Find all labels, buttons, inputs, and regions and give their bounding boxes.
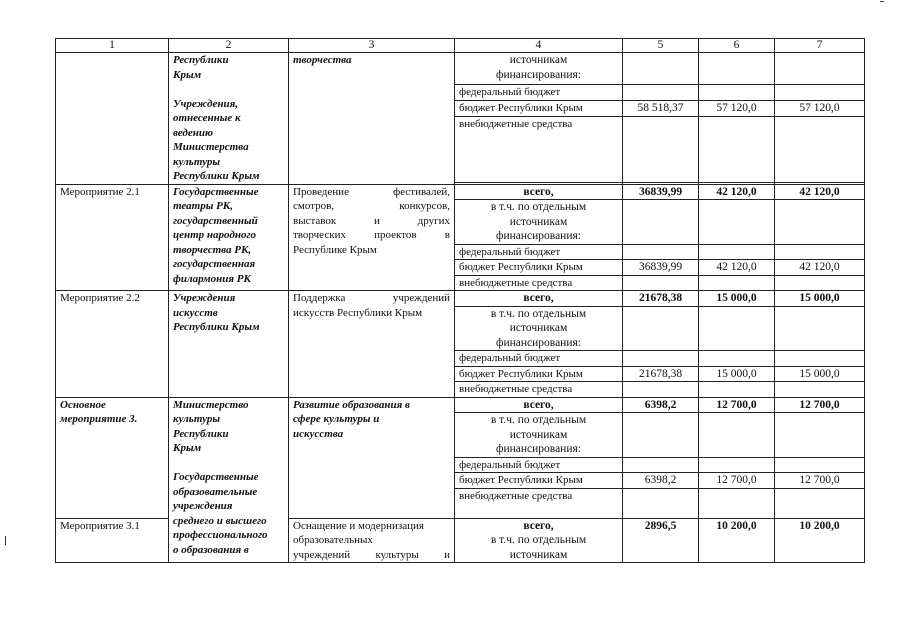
m22-name: Мероприятие 2.2: [56, 291, 169, 398]
text-line: центр народного: [173, 229, 256, 241]
blank-line: [173, 456, 284, 471]
m22-measure: [289, 291, 455, 398]
text-line: государственный: [173, 214, 258, 227]
text-line: Республики: [173, 427, 229, 440]
m31-name: Мероприятие 3.1: [56, 518, 169, 563]
text-line: творчества РК,: [173, 243, 252, 256]
value-cell: 42 120,0: [699, 260, 775, 276]
text-line: профессионального: [173, 529, 268, 541]
text-line: образовательные: [173, 485, 258, 498]
text-line: Оснащение и модернизация: [293, 519, 424, 532]
value-cell: [623, 84, 699, 100]
fin-source-cont: [455, 53, 623, 85]
header-col-5: 5: [623, 39, 699, 53]
value-cell: [699, 84, 775, 100]
value-cell: 42 120,0: [775, 184, 865, 200]
text-line: государственная: [173, 258, 256, 270]
table-row: [56, 53, 865, 85]
fin-total: всего,: [455, 397, 623, 413]
value-cell: 6398,2: [623, 473, 699, 489]
m22-executor: [169, 291, 289, 398]
text-line: в т.ч. по отдельным: [490, 307, 587, 320]
value-cell: 6398,2: [623, 397, 699, 413]
fin-republic: бюджет Республики Крым: [455, 100, 623, 116]
m21-name: Мероприятие 2.1: [56, 184, 169, 291]
value-cell: [623, 306, 699, 351]
value-cell: [699, 53, 775, 85]
fin-total-incl: [455, 518, 623, 563]
value-cell: [775, 200, 865, 245]
text-line: творческих проектов в: [293, 229, 450, 241]
value-cell: 15 000,0: [775, 291, 865, 307]
text-line: финансирования:: [496, 443, 581, 455]
value-cell: 21678,38: [623, 366, 699, 382]
fin-total: всего,: [455, 291, 623, 307]
header-col-3: 3: [289, 39, 455, 53]
text-line: Государственные: [173, 471, 259, 483]
value-cell: 12 700,0: [775, 397, 865, 413]
fin-federal: федеральный бюджет: [455, 457, 623, 473]
value-cell: 36839,99: [623, 260, 699, 276]
value-cell: [699, 351, 775, 367]
fin-republic: бюджет Республики Крым: [455, 366, 623, 382]
text-line: Министерство: [173, 398, 249, 411]
budget-table: [55, 38, 865, 563]
text-line: учреждений культуры и: [293, 548, 450, 561]
value-cell: 42 120,0: [699, 184, 775, 200]
value-cell: [699, 457, 775, 473]
value-cell: [699, 275, 775, 291]
value-cell: [623, 351, 699, 367]
cont-measure: [289, 53, 455, 185]
text-line: Проведение фестивалей,: [293, 185, 450, 198]
fin-federal: федеральный бюджет: [455, 351, 623, 367]
value-cell: [699, 382, 775, 398]
value-cell: [775, 117, 865, 183]
value-cell: 21678,38: [623, 291, 699, 307]
text-line: смотров, конкурсов,: [293, 200, 450, 212]
text-line: Крым: [173, 442, 202, 454]
text-line: выставок и других: [293, 214, 450, 227]
header-row: [56, 39, 865, 53]
value-cell: [775, 244, 865, 260]
text-line: творчества: [293, 54, 352, 66]
om3-executor: [169, 397, 289, 563]
value-cell: 15 000,0: [775, 366, 865, 382]
cont-executor: [169, 53, 289, 185]
text-line: Основное: [60, 398, 106, 411]
text-line: культуры: [173, 155, 220, 168]
value-cell: [699, 117, 775, 183]
value-cell: [623, 457, 699, 473]
table-row: [56, 291, 865, 307]
header-col-7: 7: [775, 39, 865, 53]
value-cell: [623, 413, 699, 458]
text-line: источникам: [509, 548, 568, 561]
header-col-4: 4: [455, 39, 623, 53]
text-line: образовательных: [293, 534, 373, 546]
value-cell: 36839,99: [623, 184, 699, 200]
table-row: [56, 184, 865, 200]
value-cell: [699, 488, 775, 518]
fin-offbudget: внебюджетные средства: [455, 488, 623, 518]
text-line: ведению: [173, 126, 213, 139]
text-line: Республики Крым: [173, 170, 260, 182]
m21-executor: [169, 184, 289, 291]
text-line: в т.ч. по отдельным: [490, 201, 587, 213]
text-line: учреждения: [173, 500, 233, 512]
text-line: финансирования:: [496, 336, 581, 349]
text-line: культуры: [173, 413, 220, 425]
fin-republic: бюджет Республики Крым: [455, 260, 623, 276]
m31-measure: [289, 518, 455, 563]
value-cell: [623, 382, 699, 398]
value-cell: [775, 413, 865, 458]
text-line: отнесенные к: [173, 112, 241, 124]
value-cell: [775, 275, 865, 291]
header-col-1: 1: [56, 39, 169, 53]
text-line: искусства: [293, 427, 344, 440]
fin-total: всего,: [455, 184, 623, 200]
text-line: Республики Крым: [173, 321, 260, 333]
value-cell: 58 518,37: [623, 100, 699, 116]
m21-measure: [289, 184, 455, 291]
text-line: Крым: [173, 68, 202, 81]
text-line: Республике Крым: [293, 243, 377, 256]
value-cell: [775, 306, 865, 351]
value-cell: [623, 488, 699, 518]
value-cell: [699, 244, 775, 260]
value-cell: [623, 275, 699, 291]
text-line: финансирования:: [496, 68, 581, 81]
cont-col1: [56, 53, 169, 185]
text-line: искусств: [173, 306, 218, 319]
om3-name: [56, 397, 169, 518]
value-cell: [623, 200, 699, 245]
value-cell: [775, 351, 865, 367]
om3-measure: [289, 397, 455, 518]
value-cell: [699, 413, 775, 458]
value-cell: 2896,5: [623, 518, 699, 563]
value-cell: 15 000,0: [699, 366, 775, 382]
value-cell: 10 200,0: [775, 518, 865, 563]
text-line: о образования в: [173, 543, 249, 556]
text-line: в т.ч. по отдельным: [490, 534, 587, 546]
fin-incl: [455, 200, 623, 245]
fin-federal: федеральный бюджет: [455, 84, 623, 100]
value-cell: [775, 382, 865, 398]
value-cell: 42 120,0: [775, 260, 865, 276]
text-line: источникам: [509, 428, 568, 441]
text-line: среднего и высшего: [173, 514, 267, 527]
value-cell: [699, 306, 775, 351]
text-line: источникам: [509, 54, 568, 66]
fin-incl: [455, 413, 623, 458]
text-line: Развитие образования в: [293, 398, 410, 411]
value-cell: [623, 117, 699, 183]
value-cell: 12 700,0: [775, 473, 865, 489]
value-cell: 12 700,0: [699, 473, 775, 489]
text-line: филармония РК: [173, 272, 251, 285]
text-line: театры РК,: [173, 200, 234, 212]
value-cell: [623, 53, 699, 85]
text-line: источникам: [509, 215, 568, 228]
value-cell: 15 000,0: [699, 291, 775, 307]
header-col-2: 2: [169, 39, 289, 53]
value-cell: 57 120,0: [775, 100, 865, 116]
text-line: Республики: [173, 54, 229, 66]
fin-offbudget: внебюджетные средства: [455, 275, 623, 291]
blank-line: [173, 82, 284, 97]
text-line: Поддержка учреждений: [293, 292, 450, 304]
value-cell: [775, 53, 865, 85]
text-line: искусств Республики Крым: [293, 306, 423, 319]
value-cell: [775, 84, 865, 100]
text-line: в т.ч. по отдельным: [490, 414, 587, 426]
text-line: финансирования:: [496, 230, 581, 242]
value-cell: [775, 457, 865, 473]
scan-mark: [5, 536, 6, 545]
fin-offbudget: внебюджетные средства: [455, 382, 623, 398]
text-line: Учреждения: [173, 292, 236, 304]
fin-offbudget: внебюджетные средства: [455, 117, 623, 183]
value-cell: [775, 488, 865, 518]
table-row: [56, 397, 865, 413]
value-cell: [699, 200, 775, 245]
fin-republic: бюджет Республики Крым: [455, 473, 623, 489]
text-line: всего,: [523, 519, 554, 532]
value-cell: [623, 244, 699, 260]
fin-federal: федеральный бюджет: [455, 244, 623, 260]
text-line: Министерства: [173, 141, 249, 153]
value-cell: 12 700,0: [699, 397, 775, 413]
text-line: источникам: [509, 322, 568, 334]
scan-mark: [880, 1, 884, 2]
text-line: Государственные: [173, 185, 259, 198]
value-cell: 57 120,0: [699, 100, 775, 116]
text-line: мероприятие 3.: [60, 413, 138, 425]
text-line: сфере культуры и: [293, 413, 380, 425]
value-cell: 10 200,0: [699, 518, 775, 563]
header-col-6: 6: [699, 39, 775, 53]
text-line: Учреждения,: [173, 97, 238, 110]
fin-incl: [455, 306, 623, 351]
